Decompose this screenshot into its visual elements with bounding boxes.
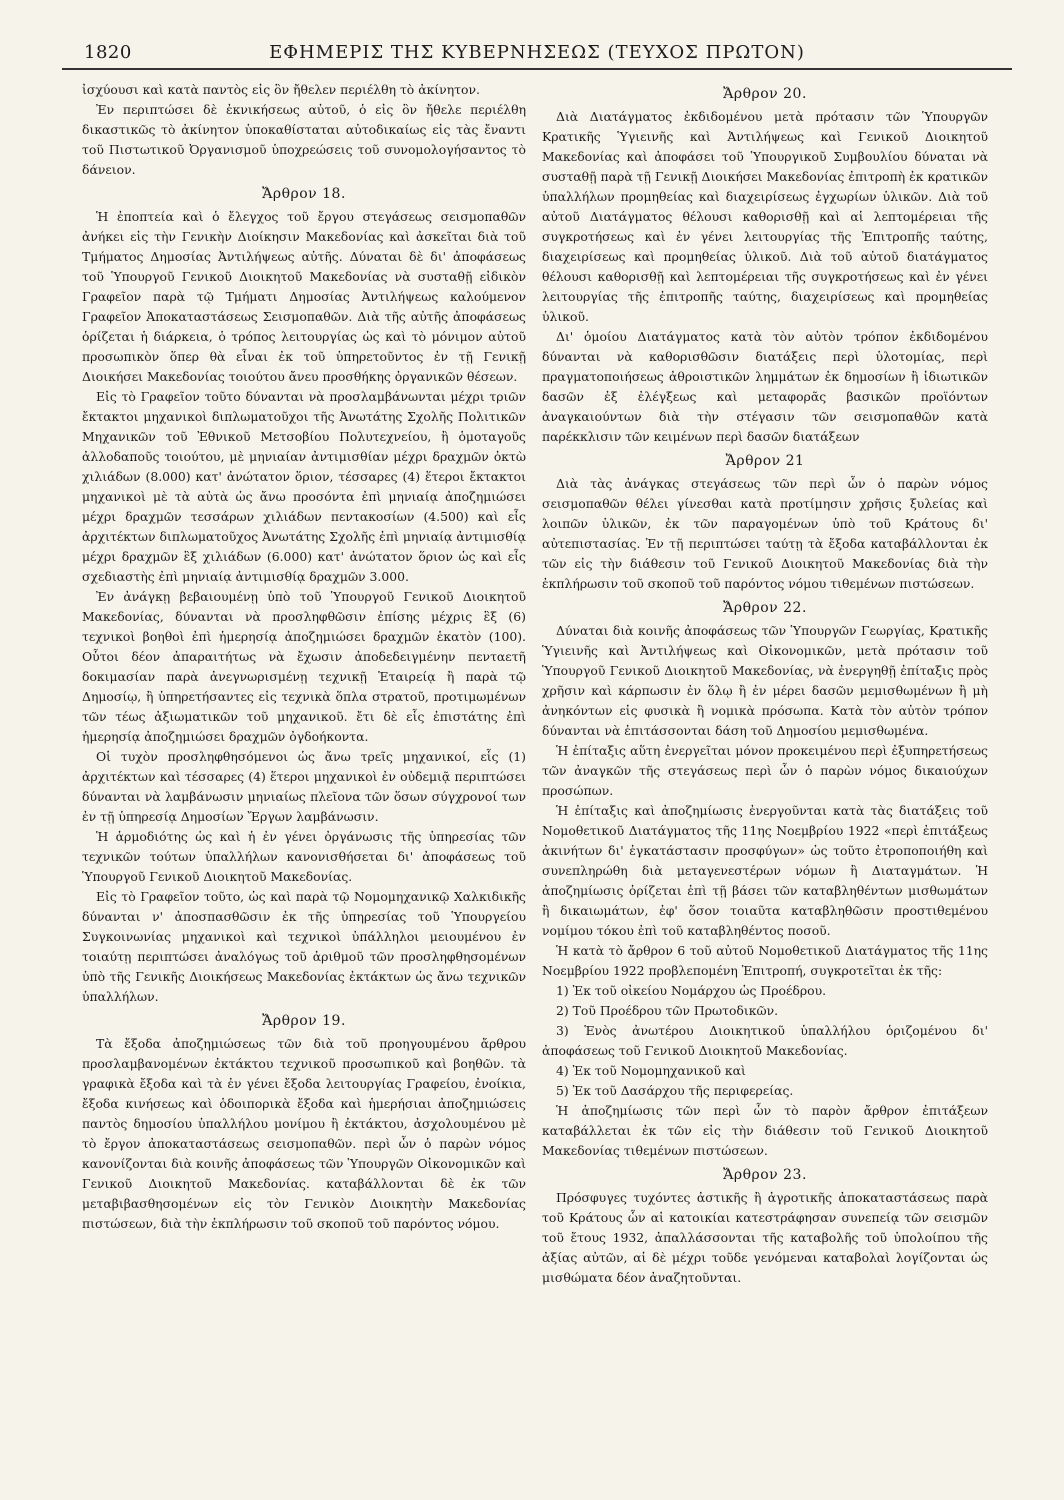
paragraph: Εἰς τὸ Γραφεῖον τοῦτο δύνανται νὰ προσλαμβάνωνται μέχρι τριῶν ἔκτακτοι μηχανικοὶ διπλωματοῦχοι τῆς Ἀνωτάτης Σχολῆς Πολιτικῶν Μηχανικῶν τοῦ Ἐθνικοῦ Μετσοβίου Πολυτεχνείου, ἢ ὁμοταγοῦς ἀλλοδαποῦς τοιούτου, μὲ μηνιαίαν ἀντιμισθίαν μέχρι δραχμῶν ὀκτὼ χιλιάδων (8.000) κατ' ἀνώτατον ὅριον, τέσσαρες (4) ἕτεροι ἔκτακτοι μηχανικοὶ μὲ τὰ αὐτὰ ὡς ἄνω προσόντα ἐπὶ μηνιαίᾳ ἀποζημιώσει μέχρι δραχμῶν τεσσάρων χιλιάδων πεντακοσίων (4.500) καὶ εἷς ἀρχιτέκτων διπλωματοῦχος Ἀνωτάτης Σχολῆς ἐπὶ μηνιαίᾳ ἀντιμισθίᾳ μέχρι δραχμῶν ἓξ χιλιάδων (6.000) κατ' ἀνώτατον ὅριον ὡς καὶ εἷς σχεδιαστὴς ἐπὶ μηνιαίᾳ ἀντιμισθίᾳ δραχμῶν 3.000.: [82, 389, 526, 584]
paragraph: Δι' ὁμοίου Διατάγματος κατὰ τὸν αὐτὸν τρόπον ἐκδιδομένου δύνανται νὰ καθορισθῶσιν διατάξεις περὶ ὑλοτομίας, περὶ πραγματοποιήσεως ἀθροιστικῶν λημμάτων ἐκ δημοσίων ἢ ἰδιωτικῶν δασῶν ἐξ ἐλέγξεως καὶ μεταφορᾶς βασικῶν προϊόντων ἀναγκαιούντων διὰ τὴν στέγασιν τῶν σεισμοπαθῶν κατὰ παρέκκλισιν τῶν κειμένων περὶ δασῶν διατάξεων: [542, 329, 988, 444]
paragraph: Πρόσφυγες τυχόντες ἀστικῆς ἢ ἀγροτικῆς ἀποκαταστάσεως παρὰ τοῦ Κράτους ὧν αἱ κατοικίαι κατεστράφησαν συνεπείᾳ τῶν σεισμῶν τοῦ ἔτους 1932, ἀπαλλάσσονται τῆς καταβολῆς τοῦ ὑπολοίπου τῆς ἀξίας αὐτῶν, αἱ δὲ μέχρι τοῦδε γενόμεναι καταβολαὶ λογίζονται ὡς μισθώματα δέον ἀναζητοῦνται.: [542, 1190, 988, 1285]
paragraph: Εἰς τὸ Γραφεῖον τοῦτο, ὡς καὶ παρὰ τῷ Νομομηχανικῷ Χαλκιδικῆς δύνανται ν' ἀποσπασθῶσιν ἐκ τῆς ὑπηρεσίας τοῦ Ὑπουργείου Συγκοινωνίας μηχανικοὶ καὶ τεχνικοὶ ὑπάλληλοι μειουμένου ἐν τοιαύτῃ περιπτώσει ἀναλόγως τοῦ ἀριθμοῦ τῶν προσληφθησομένων ὑπὸ τῆς Γενικῆς Διοικήσεως Μακεδονίας ἐκτάκτων ὡς ἄνω τεχνικῶν ὑπαλλήλων.: [82, 889, 526, 1004]
paragraph: Δύναται διὰ κοινῆς ἀποφάσεως τῶν Ὑπουργῶν Γεωργίας, Κρατικῆς Ὑγιεινῆς καὶ Ἀντιλήψεως καὶ Οἰκονομικῶν, μετὰ πρότασιν τοῦ Ὑπουργοῦ Γενικοῦ Διοικητοῦ Μακεδονίας, νὰ ἐνεργηθῇ ἐπίταξις πρὸς χρῆσιν καὶ κάρπωσιν ἐν ὅλῳ ἢ ἐν μέρει δασῶν μεμισθωμένων ἢ μὴ ἀνηκόντων εἰς φυσικὰ ἢ νομικὰ πρόσωπα. Κατὰ τὸν αὐτὸν τρόπον δύνανται νὰ ἐπιτάσσονται δάση τοῦ Δημοσίου μεμισθωμένα.: [542, 623, 988, 738]
list-item: 2) Τοῦ Προέδρου τῶν Πρωτοδικῶν.: [556, 1003, 779, 1018]
running-title: ΕΦΗΜΕΡΙΣ ΤΗΣ ΚΥΒΕΡΝΗΣΕΩΣ (ΤΕΥΧΟΣ ΠΡΩΤΟΝ): [269, 42, 805, 63]
paragraph: Διὰ Διατάγματος ἐκδιδομένου μετὰ πρότασιν τῶν Ὑπουργῶν Κρατικῆς Ὑγιεινῆς καὶ Ἀντιλήψεως καὶ Γενικοῦ Διοικητοῦ Μακεδονίας καὶ ἀποφάσει τοῦ Ὑπουργικοῦ Συμβουλίου δύναται νὰ συσταθῇ παρὰ τῇ Γενικῇ Διοικήσει Μακεδονίας ἐπιτροπὴ ἐκ κρατικῶν ὑπαλλήλων προμηθείας καὶ διαχειρίσεως ἐγχωρίων ὑλικῶν. Διὰ τοῦ αὐτοῦ Διατάγματος θέλουσι καθορισθῇ καὶ αἱ λεπτομέρειαι τῆς συγκροτήσεως καὶ ἐν γένει λειτουργίας τῆς Ἐπιτροπῆς ταύτης, διαχειρίσεως καὶ προμηθείας ὑλικοῦ. Διὰ τοῦ αὐτοῦ διατάγματος θέλουσι καθορισθῇ καὶ λεπτομέρειαι τῆς συγκροτήσεως καὶ ἐν γένει λειτουργίας τῆς ἐπιτροπῆς ταύτης, διαχειρίσεως καὶ προμηθείας ὑλικοῦ.: [542, 109, 988, 324]
paragraph: Διὰ τὰς ἀνάγκας στεγάσεως τῶν περὶ ὧν ὁ παρὼν νόμος σεισμοπαθῶν θέλει γίνεσθαι κατὰ προτίμησιν χρῆσις ξυλείας καὶ λοιπῶν ὑλικῶν, ἐκ τῶν παραγομένων ὑπὸ τοῦ Κράτους δι' αὐτεπιστασίας. Ἐν τῇ περιπτώσει ταύτῃ τὰ ἔξοδα καταβάλλονται ἐκ τῶν εἰς τὴν διάθεσιν τοῦ Γενικοῦ Διοικητοῦ Μακεδονίας διὰ τὴν ἐκπλήρωσιν τοῦ σκοποῦ τοῦ παρόντος νόμου τιθεμένων πιστώσεων.: [542, 476, 988, 591]
list-item: 5) Ἐκ τοῦ Δασάρχου τῆς περιφερείας.: [556, 1083, 794, 1098]
list-item: 1) Ἐκ τοῦ οἰκείου Νομάρχου ὡς Προέδρου.: [556, 983, 827, 998]
article-heading-21: Ἄρθρον 21: [725, 453, 805, 469]
paragraph: Ἡ ἀποζημίωσις τῶν περὶ ὧν τὸ παρὸν ἄρθρον ἐπιτάξεων καταβάλλεται ἐκ τῶν εἰς τὴν διάθεσιν τοῦ Γενικοῦ Διοικητοῦ Μακεδονίας τιθεμένων πιστώσεων.: [542, 1103, 988, 1158]
right-column: [542, 80, 988, 1288]
page-header: [62, 42, 1012, 70]
paragraph: Ἡ ἁρμοδιότης ὡς καὶ ἡ ἐν γένει ὀργάνωσις τῆς ὑπηρεσίας τῶν τεχνικῶν τούτων ὑπαλλήλων κανονισθήσεται δι' ἀποφάσεως τοῦ Ὑπουργοῦ Γενικοῦ Διοικητοῦ Μακεδονίας.: [82, 829, 526, 884]
paragraph: Ἡ ἐποπτεία καὶ ὁ ἔλεγχος τοῦ ἔργου στεγάσεως σεισμοπαθῶν ἀνήκει εἰς τὴν Γενικὴν Διοίκησιν Μακεδονίας καὶ ἀσκεῖται διὰ τοῦ Τμήματος Δημοσίας Ἀντιλήψεως αὐτῆς. Δύναται δὲ δι' ἀποφάσεως τοῦ Ὑπουργοῦ Γενικοῦ Διοικητοῦ Μακεδονίας νὰ συσταθῇ εἰδικὸν Γραφεῖον παρὰ τῷ Τμήματι Δημοσίας Ἀντιλήψεως καλούμενον Γραφεῖον Ἀποκαταστάσεως Σεισμοπαθῶν. Διὰ τῆς αὐτῆς ἀποφάσεως ὁρίζεται ἡ διάρκεια, ὁ τρόπος λειτουργίας ὡς καὶ τὸ μόνιμον αὐτοῦ προσωπικὸν ὅπερ θὰ εἶναι ἐκ τοῦ ὑπηρετοῦντος ἐν τῇ Γενικῇ Διοικήσει Μακεδονίας τοιούτου ἄνευ προσθήκης ὀργανικῶν θέσεων.: [82, 209, 526, 384]
left-column: [82, 80, 526, 1234]
paragraph: Τὰ ἔξοδα ἀποζημιώσεως τῶν διὰ τοῦ προηγουμένου ἄρθρου προσλαμβανομένων ἐκτάκτου τεχνικοῦ προσωπικοῦ καὶ βοηθῶν. τὰ γραφικὰ ἔξοδα καὶ τὰ ἐν γένει ἔξοδα λειτουργίας Γραφείου, ἐνοίκια, ἔξοδα κινήσεως καὶ ὁδοιπορικὰ ἔξοδα καὶ ἡμερήσιαι ἀποζημιώσεις παντὸς δημοσίου ὑπαλλήλου μονίμου ἢ ἐκτάκτου, ἀσχολουμένου μὲ τὸ ἔργον ἀποκαταστάσεως σεισμοπαθῶν. περὶ ὧν ὁ παρὼν νόμος κανονίζονται διὰ κοινῆς ἀποφάσεως τῶν Ὑπουργῶν Οἰκονομικῶν καὶ Γενικοῦ Διοικητοῦ Μακεδονίας. καταβάλλονται δὲ ἐκ τῶν μεταβιβασθησομένων εἰς τὸν Γενικὸν Διοικητὴν Μακεδονίας πιστώσεων, διὰ τὴν ἐκπλήρωσιν τοῦ σκοποῦ τοῦ παρόντος νόμου.: [82, 1036, 526, 1231]
list-item: 3) Ἑνὸς ἀνωτέρου Διοικητικοῦ ὑπαλλήλου ὁριζομένου δι' ἀποφάσεως τοῦ Γενικοῦ Διοικητοῦ Μακεδονίας.: [542, 1023, 988, 1058]
page-number: 1820: [84, 42, 132, 63]
article-heading-19: Ἄρθρον 19.: [262, 1013, 346, 1029]
paragraph: Ἡ ἐπίταξις αὕτη ἐνεργεῖται μόνον προκειμένου περὶ ἐξυπηρετήσεως τῶν ἀναγκῶν τῆς στεγάσεως περὶ ὧν ὁ παρὼν νόμος δικαιούχων προσώπων.: [542, 743, 988, 798]
paragraph: Ἡ ἐπίταξις καὶ ἀποζημίωσις ἐνεργοῦνται κατὰ τὰς διατάξεις τοῦ Νομοθετικοῦ Διατάγματος τῆς 11ης Νοεμβρίου 1922 «περὶ ἐπιτάξεως ἀκινήτων δι' ἐγκατάστασιν προσφύγων» ὡς τοῦτο ἐτροποποιήθη καὶ συνεπληρώθη διὰ μεταγενεστέρων νόμων ἢ Διαταγμάτων. Ἡ ἀποζημίωσις ὁρίζεται ἐπὶ τῇ βάσει τῶν καταβληθέντων μισθωμάτων ἢ δικαιωμάτων, ἐφ' ὅσον τοιαῦτα καταβληθῶσιν προστιθεμένου νομίμου τόκου ἐπὶ τοῦ καταβληθέντος ποσοῦ.: [542, 803, 988, 938]
list-item: 4) Ἐκ τοῦ Νομομηχανικοῦ καὶ: [556, 1063, 746, 1078]
paragraph: ἰσχύουσι καὶ κατὰ παντὸς εἰς ὃν ἤθελεν περιέλθη τὸ ἀκίνητον.: [82, 82, 480, 97]
article-heading-23: Ἄρθρον 23.: [723, 1167, 807, 1183]
paragraph: Ἡ κατὰ τὸ ἄρθρον 6 τοῦ αὐτοῦ Νομοθετικοῦ Διατάγματος τῆς 11ης Νοεμβρίου 1922 προβλεπομένη Ἐπιτροπή, συγκροτεῖται ἐκ τῆς:: [542, 943, 988, 978]
article-heading-22: Ἄρθρον 22.: [723, 600, 807, 616]
paragraph: Ἐν ἀνάγκῃ βεβαιουμένῃ ὑπὸ τοῦ Ὑπουργοῦ Γενικοῦ Διοικητοῦ Μακεδονίας, δύνανται νὰ προσληφθῶσιν ἐπίσης μέχρις ἓξ (6) τεχνικοὶ βοηθοὶ ἐπὶ ἡμερησίᾳ ἀποζημιώσει δραχμῶν ἑκατὸν (100). Οὗτοι δέον ἀπαραιτήτως νὰ ἔχωσιν ἀποδεδειγμένην πενταετῆ δοκιμασίαν παρὰ ἀνεγνωρισμένῃ τεχνικῇ Ἑταιρείᾳ ἢ παρὰ τῷ Δημοσίῳ, ἢ ὑπηρετήσαντες εἰς τεχνικὰ ὅπλα στρατοῦ, προτιμωμένων τῶν τέως ἀξιωματικῶν τοῦ μηχανικοῦ. ἔτι δὲ εἷς ἐπιστάτης ἐπὶ ἡμερησίᾳ ἀποζημιώσει δραχμῶν ὀγδοήκοντα.: [82, 589, 526, 744]
article-heading-18: Ἄρθρον 18.: [262, 186, 346, 202]
paragraph: Ἐν περιπτώσει δὲ ἐκνικήσεως αὐτοῦ, ὁ εἰς ὃν ἤθελε περιέλθη δικαστικῶς τὸ ἀκίνητον ὑποκαθίσταται αὐτοδικαίως εἰς τὰς ἔναντι τοῦ Πιστωτικοῦ Ὀργανισμοῦ ὑποχρεώσεις τοῦ συνομολογήσαντος τὸ δάνειον.: [82, 102, 526, 177]
article-heading-20: Ἄρθρον 20.: [723, 86, 807, 102]
paragraph: Οἱ τυχὸν προσληφθησόμενοι ὡς ἄνω τρεῖς μηχανικοί, εἷς (1) ἀρχιτέκτων καὶ τέσσαρες (4) ἕτεροι μηχανικοὶ ἐν οὐδεμιᾷ περιπτώσει δύνανται νὰ λαμβάνωσιν μηνιαίως πλεῖονα τῶν ὅσων σύγχρονοί των ἐν τῇ ὑπηρεσίᾳ Δημοσίων Ἔργων λαμβάνωσιν.: [82, 749, 526, 824]
